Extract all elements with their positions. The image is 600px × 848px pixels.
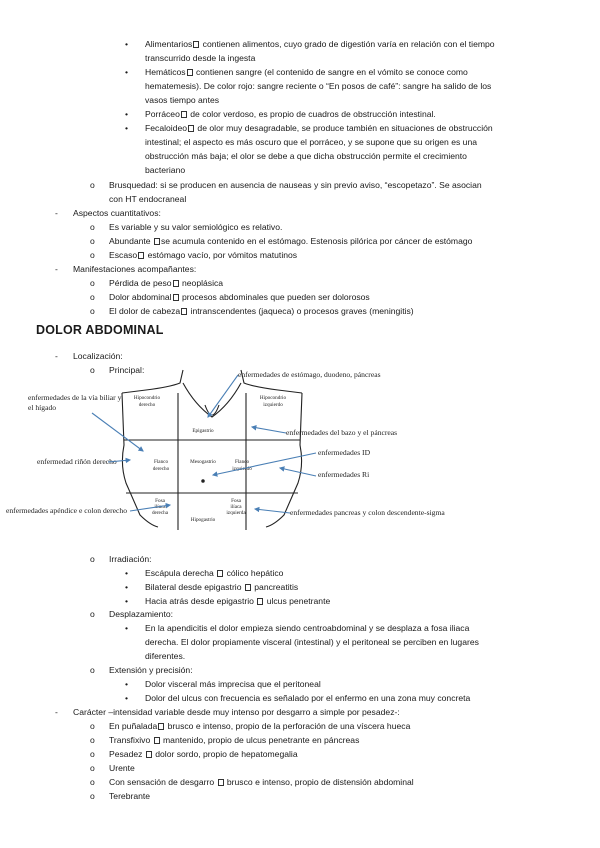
bullet-o: o [90, 278, 95, 288]
dash-marker: - [55, 351, 58, 361]
section-label: Localización: [73, 351, 123, 361]
list-item: Irradiación: [109, 554, 152, 564]
bullet-o: o [90, 250, 95, 260]
region-label: derecha [151, 510, 169, 516]
bullet-o: o [90, 735, 95, 745]
list-item: Bilateral desde epigastrio pancreatitis [145, 582, 299, 592]
placeholder-glyph [154, 737, 160, 744]
region-label: Fosa [231, 498, 241, 504]
list-item: Dolor visceral más imprecisa que el peritoneal [145, 679, 321, 689]
placeholder-glyph [217, 570, 223, 577]
list-item: Hacia atrás desde epigastrio ulcus penetrante [145, 596, 331, 606]
region-label: Flanco [153, 459, 169, 465]
placeholder-glyph [173, 280, 179, 287]
list-item: Brusquedad: si se producen en ausencia de nauseas y sin previo aviso, “escopetazo”. Se asocian [109, 180, 482, 190]
bullet-o: o [90, 180, 95, 190]
bullet: • [125, 67, 129, 77]
list-item: Desplazamiento: [109, 609, 174, 619]
bullet: • [125, 123, 129, 133]
list-item-cont: vasos tiempo antes [145, 95, 220, 105]
list-item: Abundante se acumula contenido en el estómago. Estenosis pilórica por cáncer de estómago [109, 236, 473, 246]
placeholder-glyph [193, 41, 199, 48]
list-item: Pérdida de peso neoplásica [109, 278, 224, 288]
placeholder-glyph [218, 779, 224, 786]
annotation-label: el hígado [28, 403, 57, 412]
placeholder-glyph [188, 125, 194, 132]
section-label: Carácter –intensidad variable desde muy intenso por desgarro a simple por pesadez-: [73, 707, 400, 717]
bullet-o: o [90, 777, 95, 787]
list-item: Principal: [109, 365, 145, 375]
list-item: Extensión y precisión: [109, 665, 193, 675]
annotation-arrow [92, 413, 143, 451]
list-item-cont: diferentes. [145, 651, 186, 661]
list-item-cont: hematemesis). De color rojo: sangre reciente o “En posos de café”: sangre ha salido de los [145, 81, 492, 91]
region-label: Hipogastrio [190, 517, 216, 523]
bullet-o: o [90, 749, 95, 759]
bullet-o: o [90, 763, 95, 773]
bullet: • [125, 582, 129, 592]
region-label: izquierda [226, 510, 246, 516]
bullet-o: o [90, 609, 95, 619]
annotation-label: enfermedades de estómago, duodeno, páncreas [238, 370, 381, 379]
annotation-label: enfermedades de la vía biliar y [28, 393, 122, 402]
bullet-o: o [90, 721, 95, 731]
list-item-cont: bacteriano [145, 165, 186, 175]
abdominal-regions-diagram [0, 365, 600, 545]
list-item: Terebrante [109, 791, 151, 801]
list-item: Alimentarios contienen alimentos, cuyo grado de digestión varía en relación con el tiempo [145, 39, 495, 49]
bullet-o: o [90, 222, 95, 232]
bullet-o: o [90, 365, 95, 375]
list-item: Dolor del ulcus con frecuencia es señalado por el enfermo en una zona muy concreta [145, 693, 471, 703]
section-heading: DOLOR ABDOMINAL [36, 323, 164, 337]
list-item: Fecaloideo de olor muy desagradable, se produce también en situaciones de obstrucción [145, 123, 493, 133]
list-item: Con sensación de desgarro brusco e intenso, propio de distensión abdominal [109, 777, 414, 787]
bullet-o: o [90, 554, 95, 564]
bullet-o: o [90, 306, 95, 316]
dash-marker: - [55, 208, 58, 218]
annotation-label: enfermedades ID [318, 448, 371, 457]
placeholder-glyph [138, 252, 144, 259]
list-item: Urente [109, 763, 135, 773]
bullet-o: o [90, 236, 95, 246]
region-label: Fosa [155, 498, 165, 504]
annotation-label: enfermedad riñón derecho [37, 457, 117, 466]
region-label: izquierdo [232, 466, 252, 472]
list-item: Hemáticos contienen sangre (el contenido de sangre en el vómito se conoce como [145, 67, 468, 77]
region-label: ilíaca [230, 504, 242, 510]
dash-marker: - [55, 707, 58, 717]
region-label: Epigastrio [192, 428, 214, 434]
bullet: • [125, 679, 129, 689]
section-label: Manifestaciones acompañantes: [73, 264, 197, 274]
bullet: • [125, 623, 129, 633]
list-item-cont: obstrucción más baja; el olor se debe a que dicha obstrucción permite el crecimiento [145, 151, 467, 161]
placeholder-glyph [158, 723, 164, 730]
list-item: Es variable y su valor semiológico es relativo. [109, 222, 283, 232]
placeholder-glyph [154, 238, 160, 245]
annotation-label: enfermedades Ri [318, 470, 370, 479]
bullet-o: o [90, 665, 95, 675]
placeholder-glyph [187, 69, 193, 76]
bullet: • [125, 596, 129, 606]
list-item: Porráceo de color verdoso, es propio de cuadros de obstrucción intestinal. [145, 109, 436, 119]
region-label: Hipocondrio [259, 395, 287, 401]
annotation-label: enfermedades del bazo y el páncreas [286, 428, 398, 437]
bullet: • [125, 693, 129, 703]
region-label: Hipocondrio [133, 395, 161, 401]
region-label: derecho [138, 402, 156, 408]
list-item-cont: derecha. El dolor propiamente visceral (intestinal) y el peritoneal se perciben en lugares [145, 637, 479, 647]
region-label: Mesogastrio [190, 459, 216, 465]
annotation-arrow [280, 468, 316, 476]
bullet: • [125, 39, 129, 49]
list-item-cont: transcurrido desde la ingesta [145, 53, 256, 63]
bullet-o: o [90, 292, 95, 302]
placeholder-glyph [181, 111, 187, 118]
annotation-arrow [252, 427, 286, 433]
placeholder-glyph [173, 294, 179, 301]
list-item-cont: con HT endocraneal [109, 194, 187, 204]
list-item: En puñalada brusco e intenso, propio de la perforación de una víscera hueca [109, 721, 411, 731]
placeholder-glyph [146, 751, 152, 758]
annotation-arrow [255, 509, 290, 513]
list-item: Escaso estómago vacío, por vómitos matutinos [109, 250, 298, 260]
region-label: ilíaca [154, 504, 166, 510]
list-item: Transfixivo mantenido, propio de ulcus penetrante en páncreas [109, 735, 360, 745]
region-label: derecho [152, 466, 170, 472]
list-item: El dolor de cabeza intranscendentes (jaqueca) o procesos graves (meningitis) [109, 306, 414, 316]
list-item: Pesadez dolor sordo, propio de hepatomegalia [109, 749, 298, 759]
list-item: Escápula derecha cólico hepático [145, 568, 284, 578]
region-label: Flanco [234, 459, 250, 465]
placeholder-glyph [257, 598, 263, 605]
dash-marker: - [55, 264, 58, 274]
placeholder-glyph [245, 584, 251, 591]
placeholder-glyph [181, 308, 187, 315]
bullet: • [125, 568, 129, 578]
section-label: Aspectos cuantitativos: [73, 208, 161, 218]
annotation-label: enfermedades pancreas y colon descendente-sigma [290, 508, 445, 517]
list-item-cont: intestinal; el aspecto es más oscuro que el porráceo, y se supone que su origen es una [145, 137, 478, 147]
list-item: En la apendicitis el dolor empieza siendo centroabdominal y se desplaza a fosa iliaca [145, 623, 470, 633]
bullet-o: o [90, 791, 95, 801]
region-label: izquierdo [263, 402, 283, 408]
annotation-label: enfermedades apéndice e colon derecho [6, 506, 128, 515]
list-item: Dolor abdominal procesos abdominales que pueden ser dolorosos [109, 292, 370, 302]
bullet: • [125, 109, 129, 119]
